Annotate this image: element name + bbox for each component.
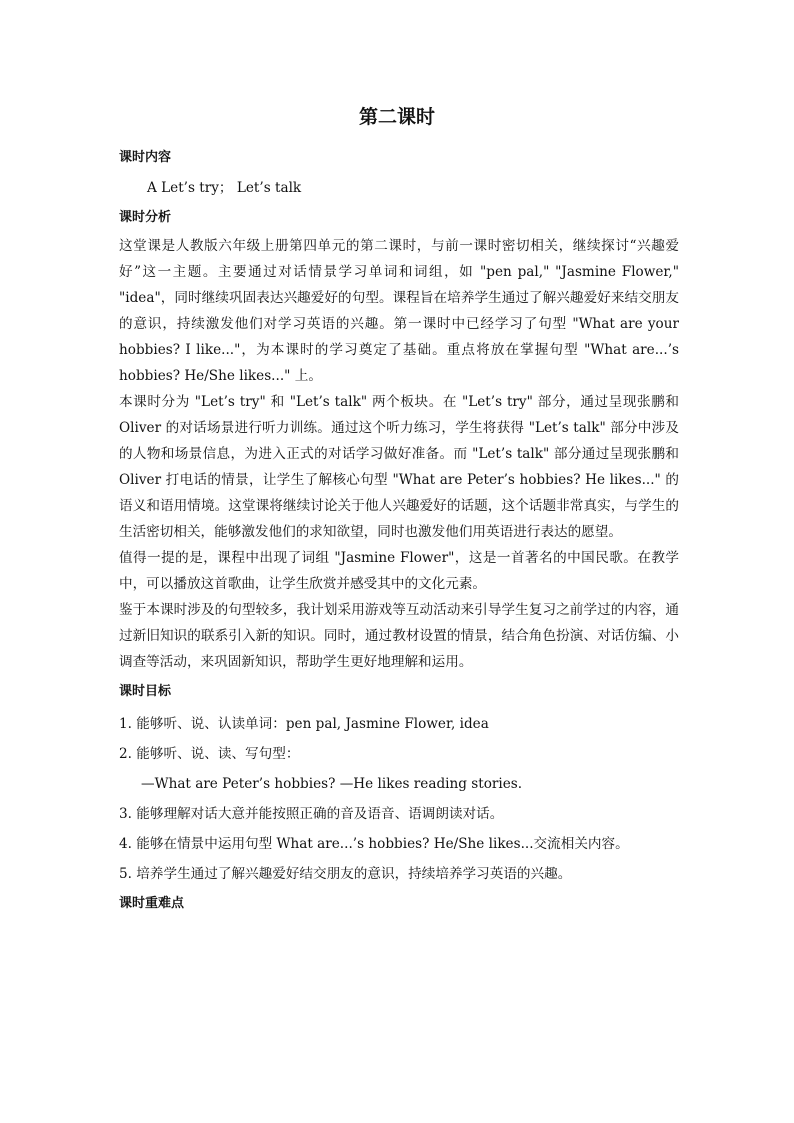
section-heading-analysis: 课时分析 (119, 210, 172, 225)
lesson-content-text: A Let’s try； Let’s talk (147, 180, 302, 196)
analysis-paragraph-1: 这堂课是人教版六年级上册第四单元的第二课时，与前一课时密切相关，继续探讨“兴趣爱好”这一主题。主要通过对话情景学习单词和词组，如 "pen pal," "Jasmine Flower," "idea"，同时继续巩固表达兴趣爱好的句型。课程旨在培养学生通过了解兴趣爱好来结交朋友的意识，持续激发他们对学习英语的兴趣。第一课时中已经学习了句型 "What are your hobbies? I like..."，为本课时的学习奠定了基础。重点将放在掌握句型 "What are...’s hobbies? He/She likes..." 上。 (119, 238, 679, 384)
objective-item-4: 4. 能够在情景中运用句型 What are...’s hobbies? He/She likes...交流相关内容。 (119, 836, 629, 852)
analysis-paragraph-3: 值得一提的是，课程中出现了词组 "Jasmine Flower"，这是一首著名的中国民歌。在教学中，可以播放这首歌曲，让学生欣赏并感受其中的文化元素。 (119, 550, 679, 592)
objective-item-1: 1. 能够听、说、认读单词：pen pal, Jasmine Flower, idea (119, 716, 489, 732)
section-heading-content: 课时内容 (119, 150, 172, 165)
page-title: 第二课时 (358, 106, 435, 128)
objective-example: —What are Peter’s hobbies? —He likes reading stories. (141, 776, 523, 792)
section-heading-objectives: 课时目标 (119, 684, 172, 699)
document-body (119, 143, 679, 919)
analysis-paragraph-4: 鉴于本课时涉及的句型较多，我计划采用游戏等互动活动来引导学生复习之前学过的内容，通过新旧知识的联系引入新的知识。同时，通过教材设置的情景，结合角色扮演、对话仿编、小调查等活动，来巩固新知识，帮助学生更好地理解和运用。 (119, 602, 679, 670)
objective-item-5: 5. 培养学生通过了解兴趣爱好结交朋友的意识，持续培养学习英语的兴趣。 (119, 866, 572, 882)
analysis-paragraph-2: 本课时分为 "Let’s try" 和 "Let’s talk" 两个板块。在 "Let’s try" 部分，通过呈现张鹏和 Oliver 的对话场景进行听力训练。通过这个听力练习，学生将获得 "Let’s talk" 部分中涉及的人物和场景信息，为进入正式的对话学习做好准备。而 "Let’s talk" 部分通过呈现张鹏和 Oliver 打电话的情景，让学生了解核心句型 "What are Peter’s hobbies? He likes..." 的语义和语用情境。这堂课将继续讨论关于他人兴趣爱好的话题，这个话题非常真实，与学生的生活密切相关，能够激发他们的求知欲望，同时也激发他们用英语进行表达的愿望。 (119, 394, 679, 540)
objective-item-2: 2. 能够听、说、读、写句型： (119, 746, 300, 762)
section-heading-key-points: 课时重难点 (119, 896, 185, 911)
objective-item-3: 3. 能够理解对话大意并能按照正确的音及语音、语调朗读对话。 (119, 806, 504, 822)
objectives-list (119, 709, 679, 889)
